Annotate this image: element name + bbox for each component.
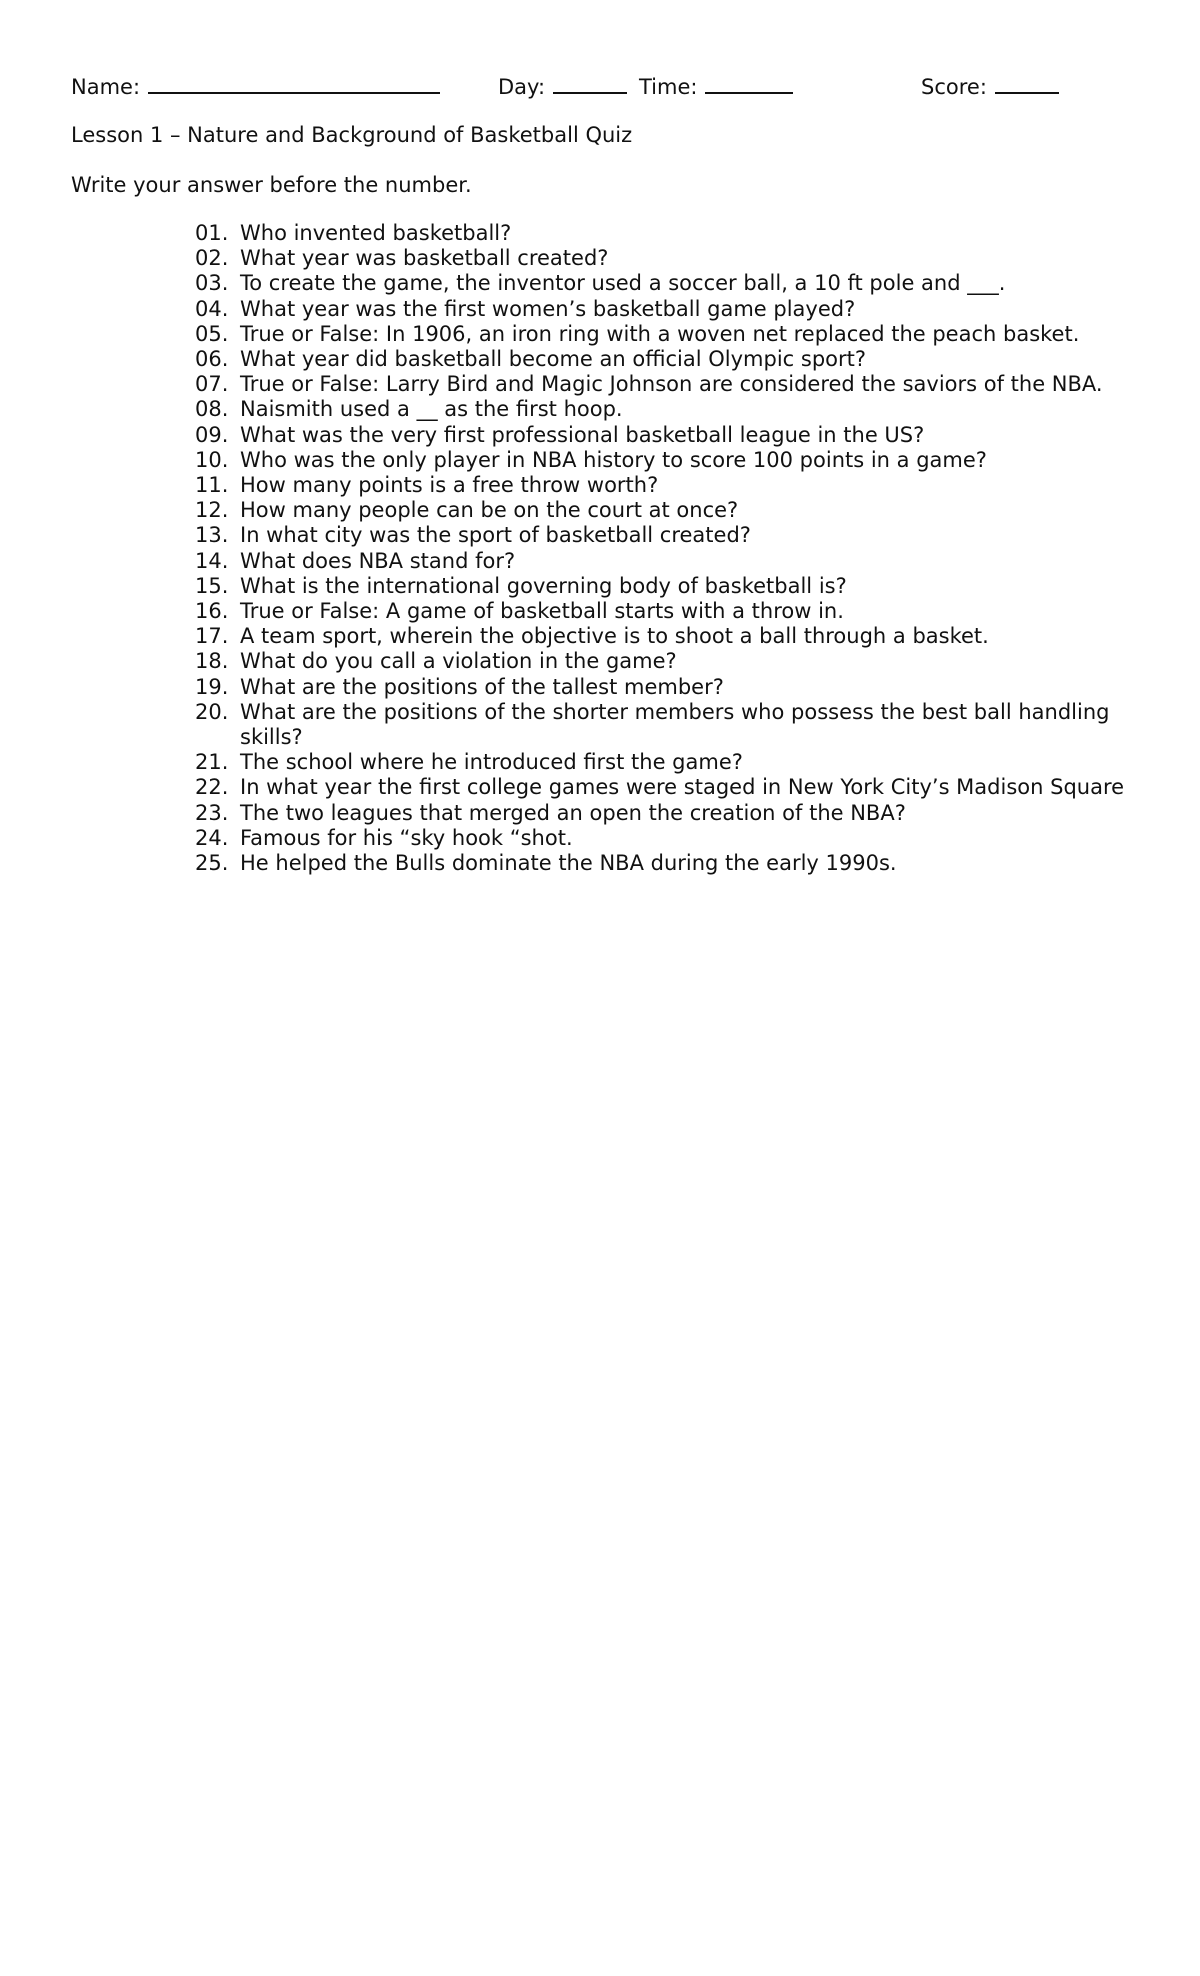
- score-blank-line[interactable]: [995, 70, 1059, 94]
- question-text: Who invented basketball?: [240, 221, 512, 245]
- question-item: [0, 675, 1200, 700]
- name-label: Name:: [71, 75, 141, 99]
- question-number: 06.: [195, 347, 229, 372]
- question-text: Who was the only player in NBA history to score 100 points in a game?: [240, 447, 987, 472]
- question-text: He helped the Bulls dominate the NBA during the early 1990s.: [240, 851, 897, 876]
- question-text: Famous for his “sky hook “shot.: [240, 825, 573, 850]
- question-number: 24.: [195, 825, 229, 850]
- score-field[interactable]: [921, 70, 1059, 102]
- question-item: [0, 246, 1200, 271]
- day-field[interactable]: [498, 70, 627, 102]
- question-number: 25.: [195, 851, 229, 876]
- question-text: How many points is a free throw worth?: [240, 473, 659, 498]
- question-number: 22.: [195, 775, 229, 800]
- question-text: What was the very first professional basketball league in the US?: [240, 422, 925, 447]
- question-number: 21.: [195, 750, 229, 775]
- question-item: [0, 297, 1200, 322]
- question-number: 02.: [195, 246, 229, 271]
- question-number: 15.: [195, 573, 229, 598]
- quiz-header: [71, 70, 1131, 100]
- question-text: To create the game, the inventor used a soccer ball, a 10 ft pole and ___.: [240, 271, 1006, 296]
- question-number: 13.: [195, 523, 229, 548]
- question-item: [0, 700, 1200, 750]
- question-text: True or False: In 1906, an iron ring with a woven net replaced the peach basket.: [240, 321, 1080, 346]
- name-blank-line[interactable]: [148, 70, 440, 94]
- question-text: True or False: Larry Bird and Magic Johnson are considered the saviors of the NBA.: [240, 372, 1103, 397]
- question-item: [0, 397, 1200, 422]
- question-text: What year did basketball become an official Olympic sport?: [240, 347, 867, 372]
- question-text: Naismith used a __ as the first hoop.: [240, 397, 623, 422]
- question-text: What is the international governing body of basketball is?: [240, 573, 847, 598]
- question-number: 10.: [195, 447, 229, 472]
- question-text: How many people can be on the court at once?: [240, 498, 739, 523]
- question-number: 18.: [195, 649, 229, 674]
- question-number: 20.: [195, 699, 229, 724]
- question-number: 03.: [195, 271, 229, 296]
- score-label: Score:: [921, 75, 987, 99]
- question-number: 12.: [195, 498, 229, 523]
- question-number: 09.: [195, 422, 229, 447]
- question-number: 14.: [195, 548, 229, 573]
- question-text: A team sport, wherein the objective is to shoot a ball through a basket.: [240, 624, 989, 649]
- question-item: [0, 448, 1200, 473]
- day-blank-line[interactable]: [553, 70, 627, 94]
- question-item: [0, 750, 1200, 775]
- name-field[interactable]: [71, 70, 440, 102]
- question-text: True or False: A game of basketball starts with a throw in.: [240, 599, 844, 624]
- question-item: [0, 851, 1200, 876]
- question-item: [0, 322, 1200, 347]
- question-text: What are the positions of the shorter members who possess the best ball handling skills?: [240, 699, 1110, 750]
- question-number: 01.: [195, 221, 229, 245]
- question-number: 19.: [195, 674, 229, 699]
- question-text: What do you call a violation in the game?: [240, 649, 677, 674]
- question-text: What does NBA stand for?: [240, 548, 516, 573]
- question-number: 04.: [195, 296, 229, 321]
- question-text: What are the positions of the tallest member?: [240, 674, 724, 699]
- question-item: [0, 473, 1200, 498]
- quiz-title: Lesson 1 – Nature and Background of Basketball Quiz: [71, 123, 633, 147]
- question-list: [0, 221, 1200, 876]
- question-number: 07.: [195, 372, 229, 397]
- question-item: [0, 624, 1200, 649]
- question-number: 08.: [195, 397, 229, 422]
- time-blank-line[interactable]: [705, 70, 793, 94]
- question-text: In what city was the sport of basketball created?: [240, 523, 751, 548]
- time-field[interactable]: [639, 70, 793, 102]
- question-text: The two leagues that merged an open the creation of the NBA?: [240, 800, 906, 825]
- question-item: [0, 347, 1200, 372]
- question-item: [0, 221, 1200, 246]
- question-number: 17.: [195, 624, 229, 649]
- time-label: Time:: [639, 75, 698, 99]
- question-item: [0, 826, 1200, 851]
- question-item: [0, 649, 1200, 674]
- question-number: 23.: [195, 800, 229, 825]
- question-number: 11.: [195, 473, 229, 498]
- question-text: In what year the first college games were staged in New York City’s Madison Square: [240, 775, 1125, 800]
- question-text: What year was the first women’s basketball game played?: [240, 296, 856, 321]
- question-number: 05.: [195, 321, 229, 346]
- question-item: [0, 549, 1200, 574]
- question-item: [0, 523, 1200, 548]
- quiz-instructions: Write your answer before the number.: [71, 173, 472, 197]
- question-text: The school where he introduced first the game?: [240, 750, 743, 775]
- question-item: [0, 498, 1200, 523]
- question-number: 16.: [195, 599, 229, 624]
- question-item: [0, 599, 1200, 624]
- question-item: [0, 775, 1200, 800]
- question-item: [0, 574, 1200, 599]
- question-item: [0, 372, 1200, 397]
- question-text: What year was basketball created?: [240, 246, 609, 271]
- day-label: Day:: [498, 75, 546, 99]
- question-item: [0, 801, 1200, 826]
- question-item: [0, 271, 1200, 296]
- question-item: [0, 423, 1200, 448]
